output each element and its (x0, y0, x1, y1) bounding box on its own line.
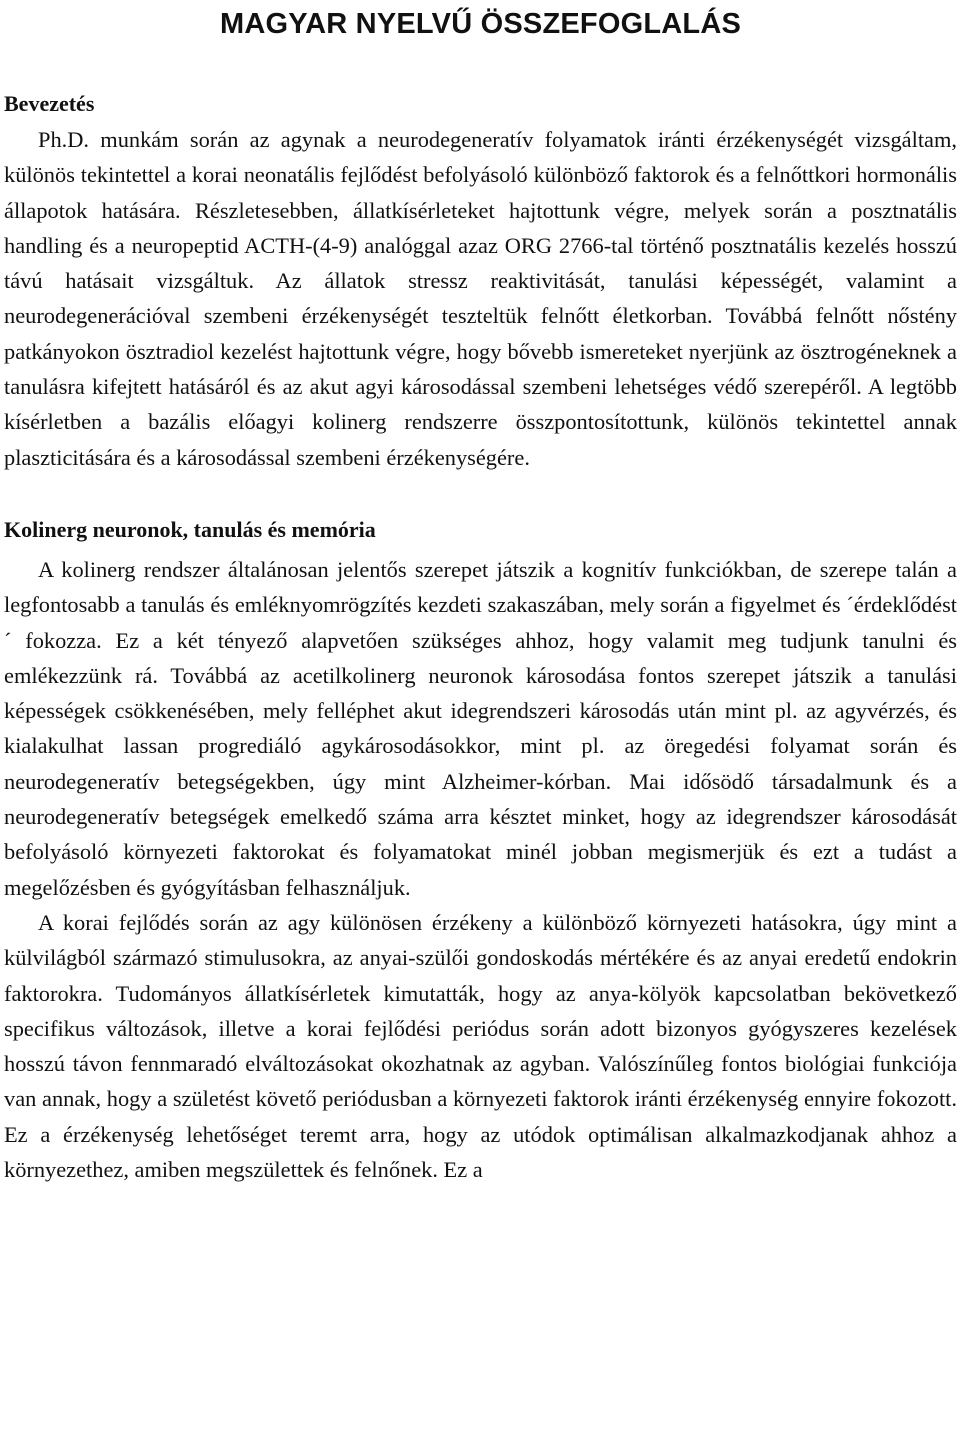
section-cholinergic (4, 512, 957, 1187)
section-heading-introduction: Bevezetés (4, 91, 95, 116)
document-title: MAGYAR NYELVŰ ÖSSZEFOGLALÁS (220, 8, 741, 40)
paragraph-cholinergic-system: A kolinerg rendszer általánosan jelentős szerepet játszik a kognitív funkciókban, de szerepe talán a legfontosabb a tanulás és emléknyomrögzítés kezdeti szakaszában, mely során a figyelmet és ´érdeklődést´ fokozza. Ez a két tényező alapvetően szükséges ahhoz, hogy valamit meg tudjunk tanulni és emlékezzünk rá. Továbbá az acetilkolinerg neuronok károsodása fontos szerepet játszik a tanulási képességek csökkenésében, mely felléphet akut idegrendszeri károsodás után mint pl. az agyvérzés, és kialakulhat lassan progrediáló agykárosodásokkor, mint pl. az öregedési folyamat során és neurodegeneratív betegségekben, úgy mint Alzheimer-kórban. Mai idősödő társadalmunk és a neurodegeneratív betegségek emelkedő száma arra késztet minket, hogy az idegrendszer károsodását befolyásoló környezeti faktorokat és folyamatokat minél jobban megismerjük és ezt a tudást a megelőzésben és gyógyításban felhasználjuk. (4, 556, 957, 900)
paragraph-introduction: Ph.D. munkám során az agynak a neurodegeneratív folyamatok iránti érzékenységét vizsgáltam, különös tekintettel a korai neonatális fejlődést befolyásoló különböző faktorok és a felnőttkori hormonális állapotok hatására. Részletesebben, állatkísérleteket hajtottunk végre, melyek során a posztnatális handling és a neuropeptid ACTH-(4-9) analóggal azaz ORG 2766-tal történő posztnatális kezelés hosszú távú hatásait vizsgáltuk. Az állatok stressz reaktivitását, tanulási képességét, valamint a neurodegenerációval szembeni érzékenységét teszteltük felnőtt életkorban. Továbbá felnőtt nőstény patkányokon ösztradiol kezelést hajtottunk végre, hogy bővebb ismereteket nyerjünk az ösztrogéneknek a tanulásra kifejtett hatásáról és az akut agyi károsodással szembeni lehetséges védő szerepéről. A legtöbb kísérletben a bazális előagyi kolinerg rendszerre összpontosítottunk, különös tekintettel annak plaszticitására és a károsodással szembeni érzékenységére. (4, 127, 957, 470)
section-introduction (4, 86, 957, 475)
paragraph-early-development: A korai fejlődés során az agy különösen érzékeny a különböző környezeti hatásokra, úgy mint a külvilágból származó stimulusokra, az anyai-szülői gondoskodás mértékére és az anyai eredetű endokrin faktorokra. Tudományos állatkísérletek kimutatták, hogy az anya-kölyök kapcsolatban bekövetkező specifikus változások, illetve a korai fejlődési periódus során adott bizonyos gyógyszeres kezelések hosszú távon fennmaradó elváltozásokat okozhatnak az agyban. Valószínűleg fontos biológiai funkciója van annak, hogy a születést követő periódusban a környezeti faktorok iránti érzékenység ennyire fokozott. Ez a érzékenység lehetőséget teremt arra, hogy az utódok optimálisan alkalmazkodjanak ahhoz a környezethez, amiben megszülettek és felnőnek. Ez a (4, 909, 957, 1183)
section-heading-cholinergic: Kolinerg neuronok, tanulás és memória (4, 516, 376, 542)
